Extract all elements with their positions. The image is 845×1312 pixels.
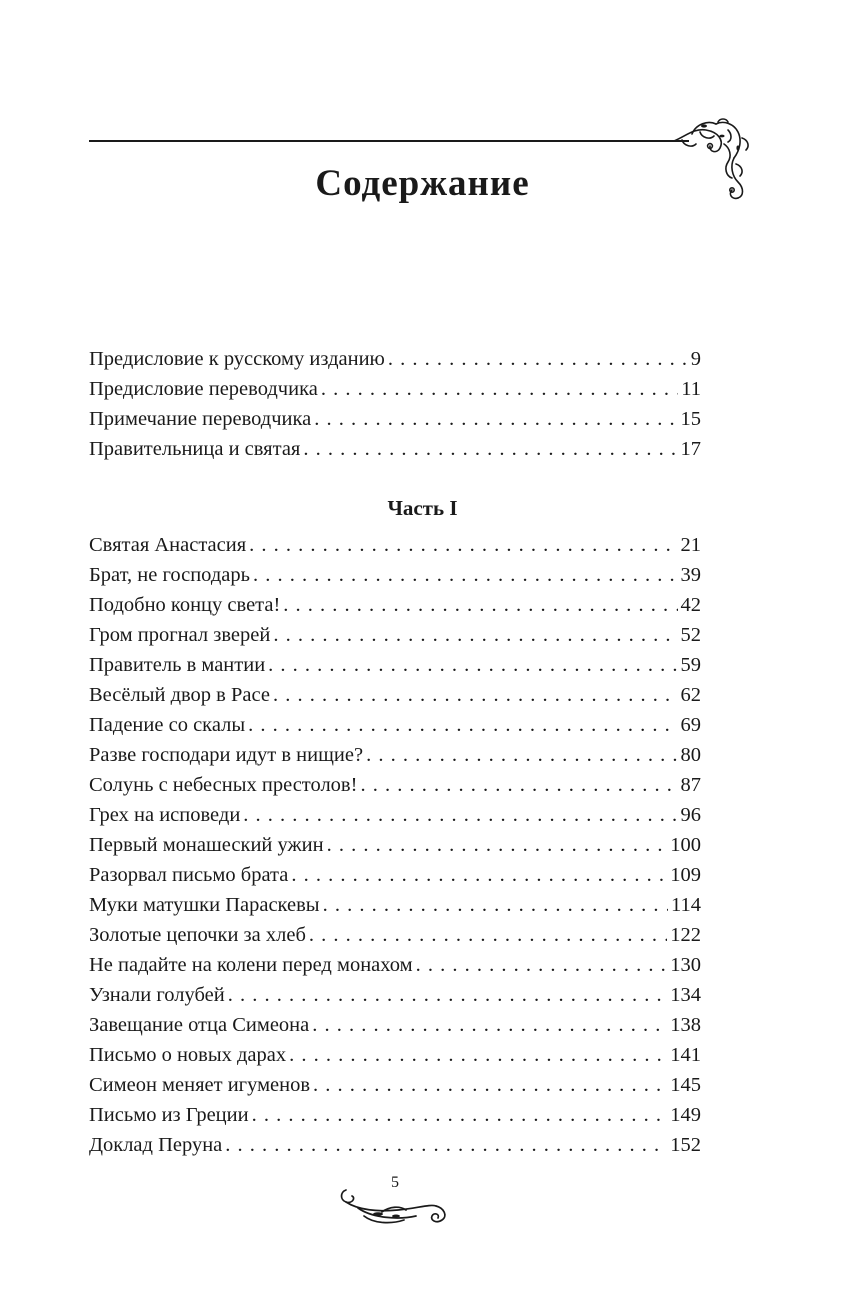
toc-entry-title: Завещание отца Симеона	[89, 1014, 310, 1036]
toc-entry-title: Муки матушки Параскевы	[89, 894, 320, 916]
toc-entry-title: Правительница и святая	[89, 438, 301, 460]
dot-leader	[388, 344, 688, 374]
toc-entry-page: 62	[680, 684, 701, 706]
toc-entry[interactable]	[89, 890, 701, 920]
toc-entry-title: Узнали голубей	[89, 984, 225, 1006]
dot-leader	[360, 770, 677, 800]
toc-entry[interactable]	[89, 950, 701, 980]
toc-entry-page: 9	[690, 348, 701, 370]
dot-leader	[252, 1100, 668, 1130]
dot-leader	[309, 920, 667, 950]
toc-entry[interactable]	[89, 650, 701, 680]
toc-entry[interactable]	[89, 434, 701, 464]
dot-leader	[243, 800, 677, 830]
toc-entry-page: 17	[680, 438, 701, 460]
dot-leader	[416, 950, 668, 980]
toc-entry-page: 149	[670, 1104, 701, 1126]
toc-entry-title: Подобно концу света!	[89, 594, 281, 616]
front-matter-list	[89, 344, 701, 464]
toc-entry-title: Разве господари идут в нищие?	[89, 744, 364, 766]
toc-entry-page: 80	[680, 744, 701, 766]
toc-entry-title: Грех на исповеди	[89, 804, 241, 826]
dot-leader	[268, 650, 677, 680]
toc-entry-title: Гром прогнал зверей	[89, 624, 271, 646]
toc-entry-page: 109	[670, 864, 701, 886]
toc-entry-page: 87	[680, 774, 701, 796]
toc-entry[interactable]	[89, 374, 701, 404]
toc-entry-title: Письмо из Греции	[89, 1104, 249, 1126]
toc-entry-title: Золотые цепочки за хлеб	[89, 924, 306, 946]
page-number: 5	[391, 1174, 399, 1191]
toc-entry-page: 96	[680, 804, 701, 826]
dot-leader	[273, 620, 677, 650]
toc-entry-page: 39	[680, 564, 701, 586]
toc-entry-title: Весёлый двор в Расе	[89, 684, 270, 706]
toc-entry[interactable]	[89, 710, 701, 740]
toc-entry-title: Солунь с небесных престолов!	[89, 774, 358, 796]
toc-entry-page: 138	[670, 1014, 701, 1036]
toc-entry[interactable]	[89, 344, 701, 374]
toc-entry-page: 130	[670, 954, 701, 976]
dot-leader	[303, 434, 677, 464]
toc-entry[interactable]	[89, 770, 701, 800]
toc-entry-title: Предисловие к русскому изданию	[89, 348, 385, 370]
toc-entry-title: Не падайте на колени перед монахом	[89, 954, 413, 976]
toc-entry-page: 69	[680, 714, 701, 736]
dot-leader	[366, 740, 677, 770]
dot-leader	[273, 680, 678, 710]
toc-entry-title: Предисловие переводчика	[89, 378, 318, 400]
toc-entry[interactable]	[89, 1130, 701, 1160]
toc-entry-page: 141	[670, 1044, 701, 1066]
dot-leader	[327, 830, 668, 860]
toc-entry[interactable]	[89, 980, 701, 1010]
dot-leader	[225, 1130, 667, 1160]
part-one-list	[89, 530, 701, 1160]
toc-entry-page: 15	[680, 408, 701, 430]
toc-entry-title: Разорвал письмо брата	[89, 864, 289, 886]
toc-entry[interactable]	[89, 1010, 701, 1040]
dot-leader	[321, 374, 678, 404]
dot-leader	[314, 404, 677, 434]
top-rule	[89, 140, 689, 142]
dot-leader	[312, 1010, 667, 1040]
dot-leader	[248, 710, 677, 740]
dot-leader	[253, 560, 678, 590]
toc-entry-title: Святая Анастасия	[89, 534, 247, 556]
toc-entry[interactable]	[89, 620, 701, 650]
toc-entry-page: 114	[671, 894, 701, 916]
toc-entry-page: 122	[670, 924, 701, 946]
toc-entry-title: Письмо о новых дарах	[89, 1044, 287, 1066]
toc-entry[interactable]	[89, 1100, 701, 1130]
toc-entry[interactable]	[89, 404, 701, 434]
part-heading: Часть I	[387, 496, 458, 520]
toc-entry-title: Первый монашеский ужин	[89, 834, 324, 856]
toc-entry-page: 42	[680, 594, 701, 616]
toc-entry-title: Падение со скалы	[89, 714, 246, 736]
toc-entry-title: Брат, не господарь	[89, 564, 250, 586]
toc-entry-title: Правитель в мантии	[89, 654, 266, 676]
page-title: Содержание	[315, 163, 530, 204]
toc-entry[interactable]	[89, 830, 701, 860]
toc-entry-page: 134	[670, 984, 701, 1006]
dot-leader	[323, 890, 668, 920]
dot-leader	[283, 590, 677, 620]
toc-entry-page: 59	[680, 654, 701, 676]
toc-entry-title: Симеон меняет игуменов	[89, 1074, 311, 1096]
toc-entry[interactable]	[89, 1070, 701, 1100]
toc-entry[interactable]	[89, 560, 701, 590]
toc-entry-page: 152	[670, 1134, 701, 1156]
toc-entry[interactable]	[89, 590, 701, 620]
toc-entry-page: 100	[670, 834, 701, 856]
toc-entry-title: Примечание переводчика	[89, 408, 312, 430]
toc-entry[interactable]	[89, 1040, 701, 1070]
toc-entry[interactable]	[89, 680, 701, 710]
toc-entry[interactable]	[89, 800, 701, 830]
dot-leader	[291, 860, 667, 890]
dot-leader	[249, 530, 677, 560]
dot-leader	[289, 1040, 667, 1070]
toc-entry[interactable]	[89, 740, 701, 770]
toc-entry[interactable]	[89, 920, 701, 950]
toc-entry[interactable]	[89, 530, 701, 560]
toc-entry-page: 11	[681, 378, 701, 400]
toc-entry-page: 52	[680, 624, 701, 646]
toc-entry[interactable]	[89, 860, 701, 890]
dot-leader	[313, 1070, 667, 1100]
toc-entry-page: 145	[670, 1074, 701, 1096]
toc-entry-page: 21	[680, 534, 701, 556]
toc-entry-title: Доклад Перуна	[89, 1134, 223, 1156]
dot-leader	[228, 980, 668, 1010]
